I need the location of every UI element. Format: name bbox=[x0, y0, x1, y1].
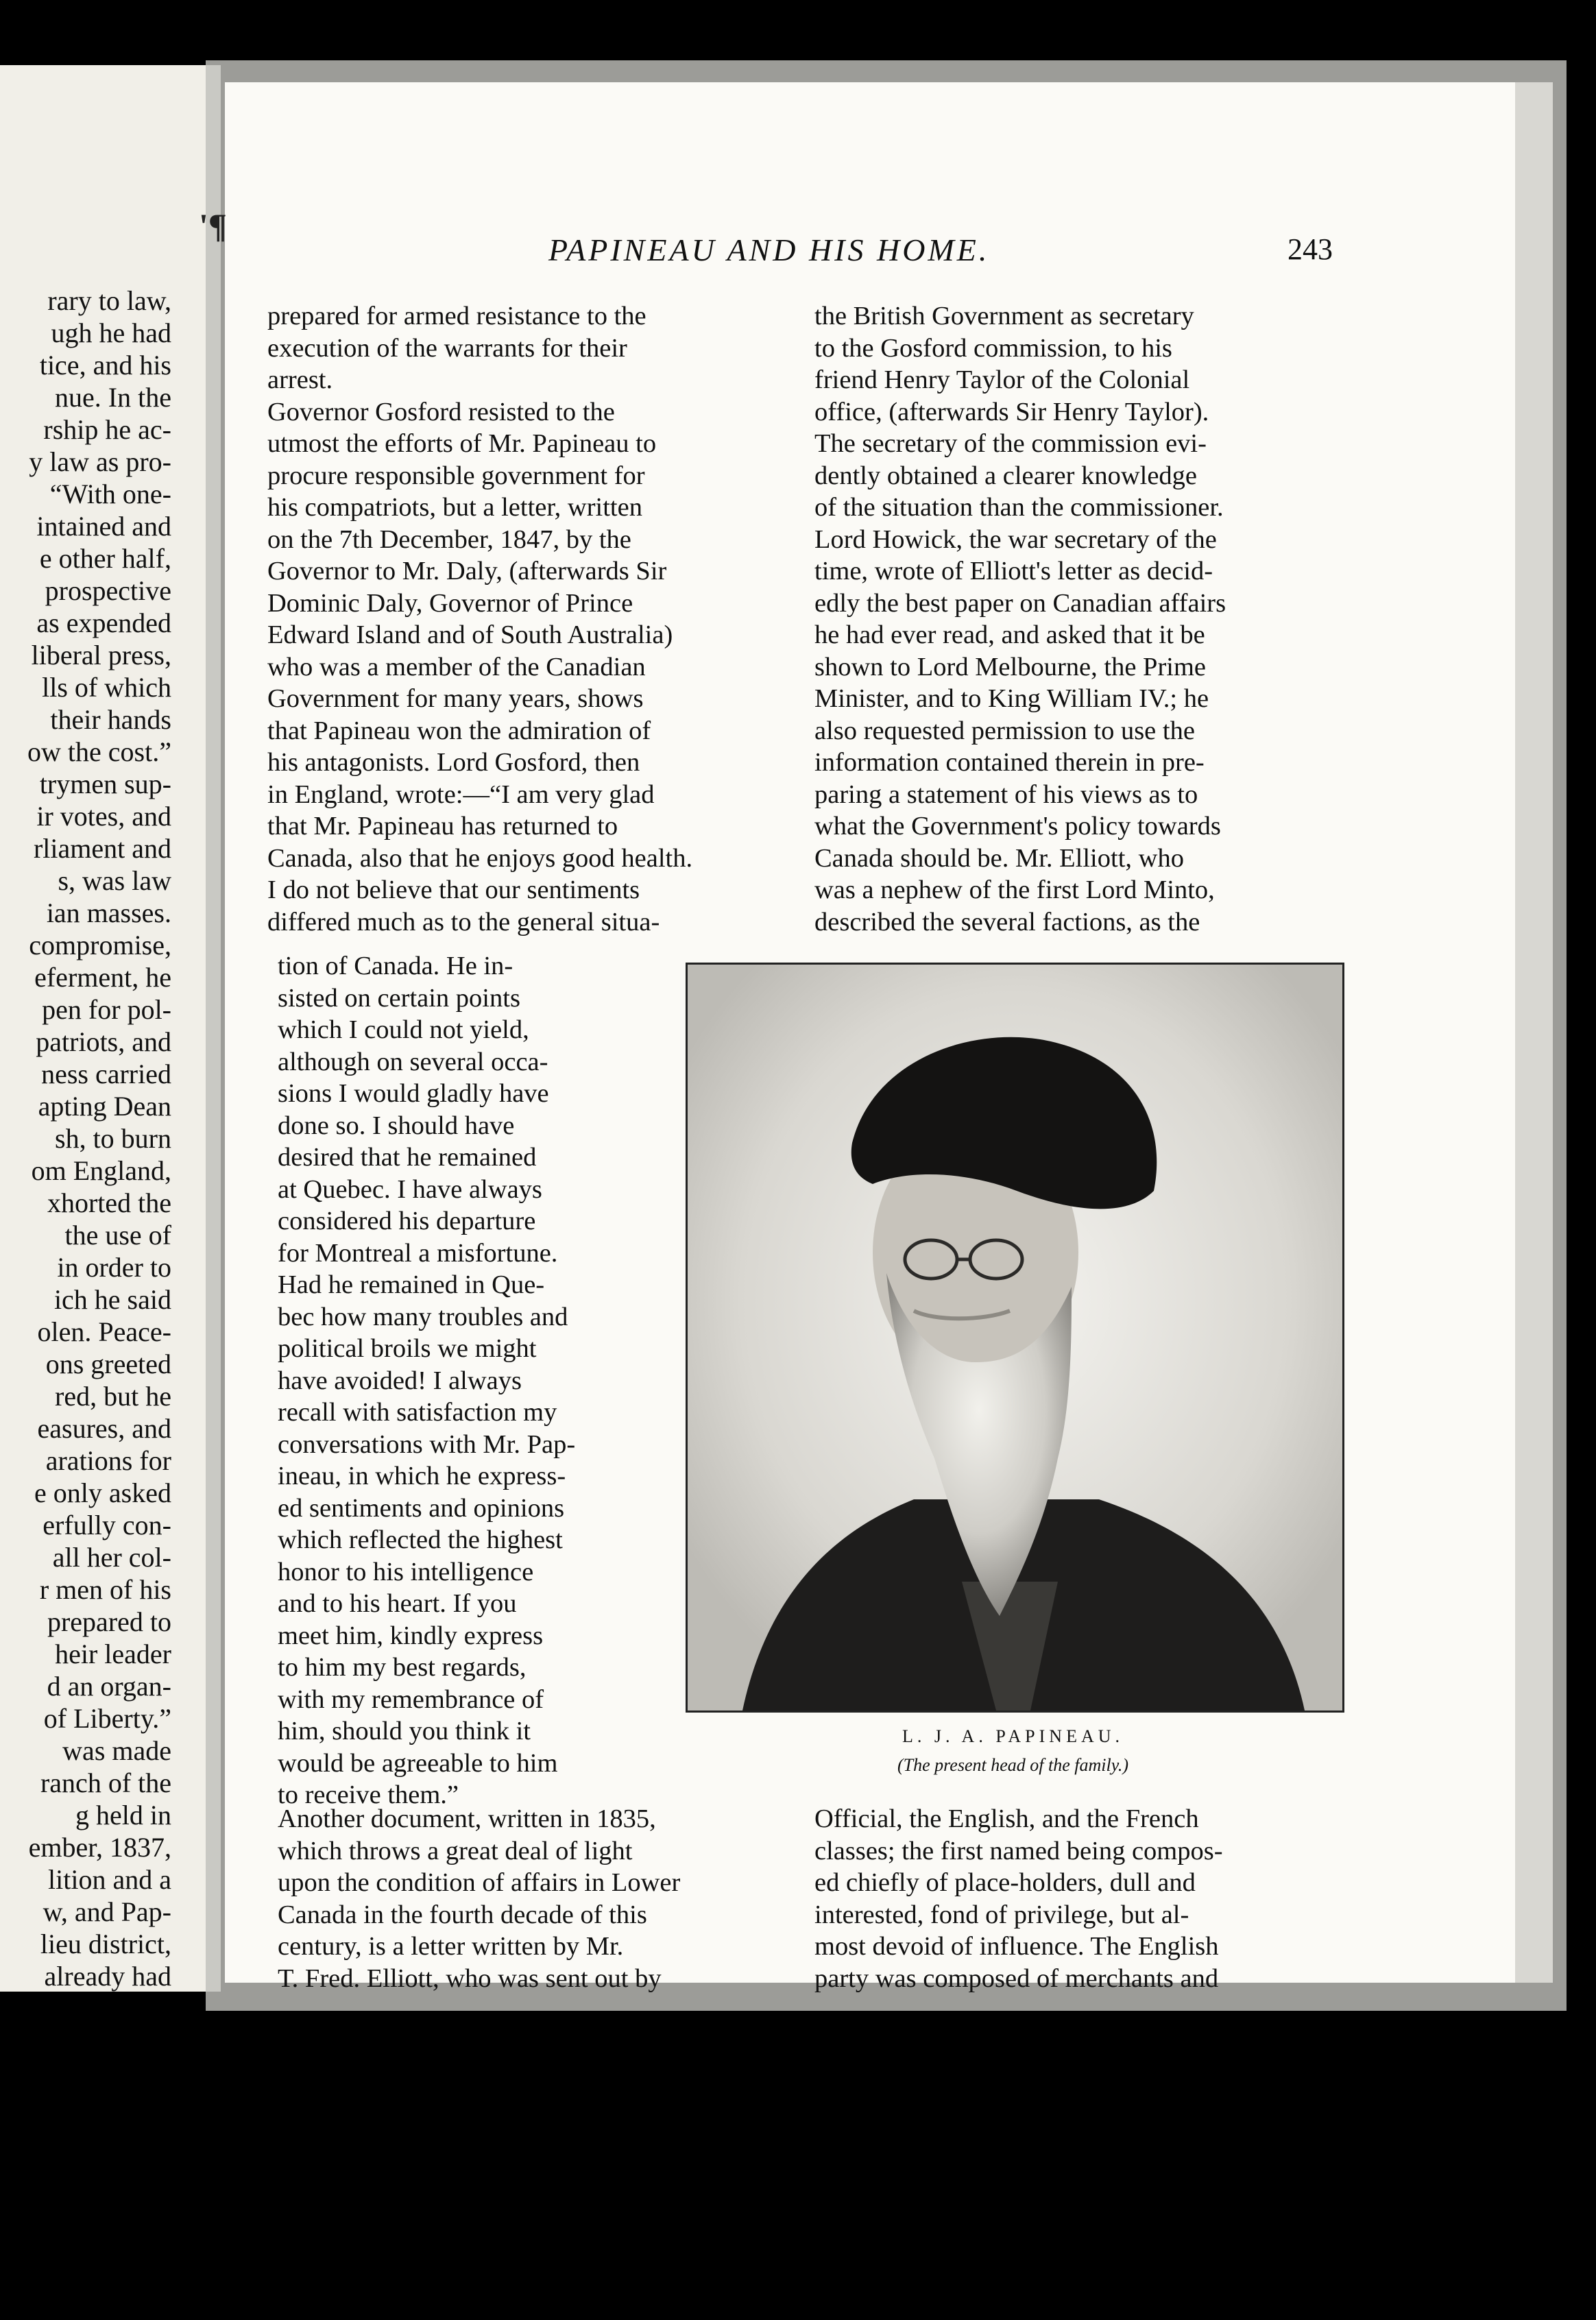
column-2-line: most devoid of influence. The English bbox=[814, 1932, 1219, 1961]
facing-page-line: patriots, and bbox=[36, 1026, 171, 1057]
column-1-line: sisted on certain points bbox=[278, 983, 520, 1013]
column-1-line: Governor Gosford resisted to the bbox=[267, 397, 615, 426]
column-1-line: ineau, in which he express- bbox=[278, 1462, 566, 1490]
column-1-line: his compatriots, but a letter, written bbox=[267, 493, 642, 522]
facing-page-line: d an organ- bbox=[47, 1671, 171, 1702]
facing-page-line: rliament and bbox=[33, 833, 171, 864]
facing-page-line: pen for pol- bbox=[42, 994, 171, 1025]
column-1-line: desired that he remained bbox=[278, 1143, 537, 1172]
column-1-line: Canada in the fourth decade of this bbox=[278, 1900, 647, 1929]
facing-page-line: ich he said bbox=[53, 1284, 171, 1315]
facing-page-line: prepared to bbox=[47, 1606, 171, 1637]
column-2-line: he had ever read, and asked that it be bbox=[814, 620, 1205, 649]
column-1-line: at Quebec. I have always bbox=[278, 1174, 542, 1204]
facing-page-line: trymen sup- bbox=[39, 769, 171, 799]
column-2-line: office, (afterwards Sir Henry Taylor). bbox=[814, 397, 1209, 426]
column-1-line: have avoided! I always bbox=[278, 1366, 522, 1395]
column-1-line: Had he remained in Que- bbox=[278, 1270, 545, 1299]
column-1-line: differed much as to the general situa- bbox=[267, 907, 660, 937]
column-1-line: upon the condition of affairs in Lower bbox=[278, 1868, 681, 1897]
facing-page bbox=[0, 65, 206, 1992]
column-1-top-text bbox=[267, 300, 795, 938]
facing-page-line: arations for bbox=[45, 1445, 171, 1476]
column-1-line: for Montreal a misfortune. bbox=[278, 1238, 558, 1268]
caption-note: (The present head of the family.) bbox=[897, 1755, 1128, 1775]
facing-page-line: already had bbox=[44, 1961, 171, 1992]
facing-page-line: nue. In the bbox=[55, 382, 171, 413]
facing-page-line: xhorted the bbox=[47, 1187, 171, 1218]
column-2-line: ed chiefly of place-holders, dull and bbox=[814, 1868, 1196, 1897]
portrait-illustration bbox=[688, 965, 1342, 1711]
column-1-line: which I could not yield, bbox=[278, 1015, 529, 1044]
facing-page-line: om England, bbox=[31, 1155, 171, 1186]
margin-mark: '¶ bbox=[199, 206, 227, 245]
column-1-line: execution of the warrants for their bbox=[267, 333, 627, 363]
column-1-line: his antagonists. Lord Gosford, then bbox=[267, 748, 640, 777]
facing-page-line: ons greeted bbox=[45, 1349, 171, 1379]
facing-page-line: heir leader bbox=[55, 1639, 171, 1669]
column-1-line: bec how many troubles and bbox=[278, 1302, 568, 1331]
book-spine bbox=[206, 65, 221, 1992]
column-1-line: on the 7th December, 1847, by the bbox=[267, 524, 631, 554]
column-1-line: although on several occa- bbox=[278, 1047, 548, 1076]
facing-page-line: of Liberty.” bbox=[43, 1703, 171, 1734]
facing-page-line: their hands bbox=[50, 704, 171, 735]
column-1-line: Edward Island and of South Australia) bbox=[267, 620, 673, 649]
facing-page-line: apting Dean bbox=[38, 1091, 171, 1122]
column-1-line: conversations with Mr. Pap- bbox=[278, 1429, 576, 1459]
facing-page-line: sh, to burn bbox=[55, 1123, 171, 1154]
column-1-line: meet him, kindly express bbox=[278, 1621, 544, 1650]
facing-page-line: red, but he bbox=[55, 1381, 171, 1412]
facing-page-line: intained and bbox=[36, 511, 171, 542]
column-2-line: Minister, and to King William IV.; he bbox=[814, 684, 1209, 713]
facing-page-line: “With one- bbox=[49, 479, 171, 509]
facing-page-line: ian masses. bbox=[46, 897, 171, 928]
facing-page-line: rship he ac- bbox=[43, 414, 171, 445]
facing-page-line: s, was law bbox=[58, 865, 171, 896]
column-1-line: Canada, also that he enjoys good health. bbox=[267, 843, 693, 873]
column-1-line: Another document, written in 1835, bbox=[278, 1804, 656, 1833]
column-1-line: procure responsible government for bbox=[267, 461, 645, 490]
column-2-line: Canada should be. Mr. Elliott, who bbox=[814, 843, 1184, 873]
column-1-line: which throws a great deal of light bbox=[278, 1836, 633, 1865]
facing-page-line: ow the cost.” bbox=[27, 736, 171, 767]
facing-page-line: rary to law, bbox=[47, 285, 171, 316]
column-1-line: Dominic Daly, Governor of Prince bbox=[267, 588, 633, 618]
column-2-line: shown to Lord Melbourne, the Prime bbox=[814, 652, 1206, 681]
column-2-line: The secretary of the commission evi- bbox=[814, 429, 1207, 458]
column-2-line: information contained therein in pre- bbox=[814, 748, 1205, 777]
column-1-line: with my remembrance of bbox=[278, 1684, 544, 1714]
facing-page-line: prospective bbox=[45, 575, 171, 606]
facing-page-line: lieu district, bbox=[40, 1929, 171, 1959]
facing-page-line: r men of his bbox=[39, 1574, 171, 1605]
caption-name: L. J. A. PAPINEAU. bbox=[902, 1726, 1124, 1746]
column-2-line: dently obtained a clearer knowledge bbox=[814, 461, 1198, 490]
column-1-line: to him my best regards, bbox=[278, 1653, 527, 1682]
column-1-line: honor to his intelligence bbox=[278, 1557, 534, 1586]
facing-page-line: liberal press, bbox=[31, 640, 171, 670]
column-2-line: also requested permission to use the bbox=[814, 716, 1195, 745]
column-1-line: utmost the efforts of Mr. Papineau to bbox=[267, 429, 657, 458]
column-1-line: which reflected the highest bbox=[278, 1525, 563, 1554]
column-1-bottom-text bbox=[278, 1803, 809, 1994]
column-2-line: party was composed of merchants and bbox=[814, 1963, 1219, 1993]
facing-page-line: g held in bbox=[75, 1800, 171, 1830]
column-1-line: in England, wrote:—“I am very glad bbox=[267, 780, 655, 809]
column-1-line: him, should you think it bbox=[278, 1717, 531, 1745]
facing-page-line: y law as pro- bbox=[29, 446, 171, 477]
facing-page-line: e other half, bbox=[39, 543, 171, 574]
facing-page-line: easures, and bbox=[37, 1413, 171, 1444]
column-2-line: classes; the first named being compos- bbox=[814, 1836, 1223, 1865]
page-number: 243 bbox=[1287, 232, 1333, 266]
column-2-line: time, wrote of Elliott's letter as decid- bbox=[814, 557, 1213, 585]
column-2-line: Official, the English, and the French bbox=[814, 1804, 1199, 1833]
column-1-line: Governor to Mr. Daly, (afterwards Sir bbox=[267, 557, 667, 585]
column-1-line: I do not believe that our sentiments bbox=[267, 875, 640, 904]
column-2-line: the British Government as secretary bbox=[814, 302, 1194, 330]
column-2-line: what the Government's policy towards bbox=[814, 812, 1221, 841]
facing-page-line: lls of which bbox=[42, 672, 171, 703]
facing-page-line: tice, and his bbox=[39, 350, 171, 380]
column-2-top-text bbox=[814, 300, 1342, 938]
column-1-line: prepared for armed resistance to the bbox=[267, 302, 646, 330]
column-1-text-beside-image bbox=[278, 950, 655, 1811]
facing-page-line: in order to bbox=[57, 1252, 171, 1283]
facing-page-line: as expended bbox=[36, 607, 171, 638]
column-2-line: described the several factions, as the bbox=[814, 907, 1200, 937]
column-1-line: considered his departure bbox=[278, 1207, 536, 1235]
column-1-line: that Mr. Papineau has returned to bbox=[267, 812, 618, 841]
running-head: PAPINEAU AND HIS HOME. bbox=[548, 232, 990, 267]
column-1-line: T. Fred. Elliott, who was sent out by bbox=[278, 1963, 662, 1993]
column-2-line: Lord Howick, the war secretary of the bbox=[814, 524, 1217, 554]
column-1-line: and to his heart. If you bbox=[278, 1589, 517, 1618]
facing-page-text bbox=[0, 285, 171, 1992]
facing-page-line: all her col- bbox=[52, 1542, 171, 1573]
column-1-line: century, is a letter written by Mr. bbox=[278, 1932, 624, 1961]
facing-page-line: was made bbox=[62, 1735, 171, 1766]
column-2-line: to the Gosford commission, to his bbox=[814, 333, 1172, 363]
page-edge bbox=[1515, 82, 1553, 1983]
column-1-line: done so. I should have bbox=[278, 1111, 515, 1140]
column-2-line: interested, fond of privilege, but al- bbox=[814, 1900, 1189, 1929]
facing-page-line: w, and Pap- bbox=[43, 1896, 171, 1927]
column-1-line: arrest. bbox=[267, 365, 333, 394]
facing-page-line: ember, 1837, bbox=[28, 1832, 171, 1863]
facing-page-line: olen. Peace- bbox=[37, 1316, 171, 1347]
column-2-line: friend Henry Taylor of the Colonial bbox=[814, 365, 1190, 394]
column-2-line: paring a statement of his views as to bbox=[814, 780, 1198, 809]
portrait-photo bbox=[686, 963, 1344, 1713]
facing-page-line: ir votes, and bbox=[36, 801, 171, 832]
column-1-line: recall with satisfaction my bbox=[278, 1398, 557, 1427]
column-1-line: ed sentiments and opinions bbox=[278, 1493, 565, 1523]
column-2-bottom-text bbox=[814, 1803, 1342, 1994]
column-1-line: tion of Canada. He in- bbox=[278, 952, 513, 980]
column-1-line: would be agreeable to him bbox=[278, 1748, 558, 1778]
facing-page-line: eferment, he bbox=[34, 962, 171, 993]
figure-caption bbox=[686, 1726, 1340, 1776]
column-1-line: who was a member of the Canadian bbox=[267, 652, 646, 681]
column-1-line: to receive them.” bbox=[278, 1780, 459, 1809]
column-1-line: that Papineau won the admiration of bbox=[267, 716, 651, 745]
facing-page-line: ranch of the bbox=[40, 1767, 171, 1798]
facing-page-line: ugh he had bbox=[51, 317, 171, 348]
column-1-line: sions I would gladly have bbox=[278, 1079, 549, 1108]
facing-page-line: compromise, bbox=[29, 930, 171, 960]
column-2-line: edly the best paper on Canadian affairs bbox=[814, 588, 1226, 618]
column-2-line: of the situation than the commissioner. bbox=[814, 493, 1224, 522]
column-2-line: was a nephew of the first Lord Minto, bbox=[814, 875, 1215, 904]
facing-page-line: the use of bbox=[64, 1220, 171, 1250]
facing-page-line: ness carried bbox=[41, 1059, 171, 1089]
column-1-line: political broils we might bbox=[278, 1334, 537, 1363]
facing-page-line: lition and a bbox=[48, 1864, 171, 1895]
facing-page-line: e only asked bbox=[34, 1477, 171, 1508]
facing-page-line: erfully con- bbox=[43, 1510, 171, 1540]
column-1-line: Government for many years, shows bbox=[267, 684, 644, 713]
